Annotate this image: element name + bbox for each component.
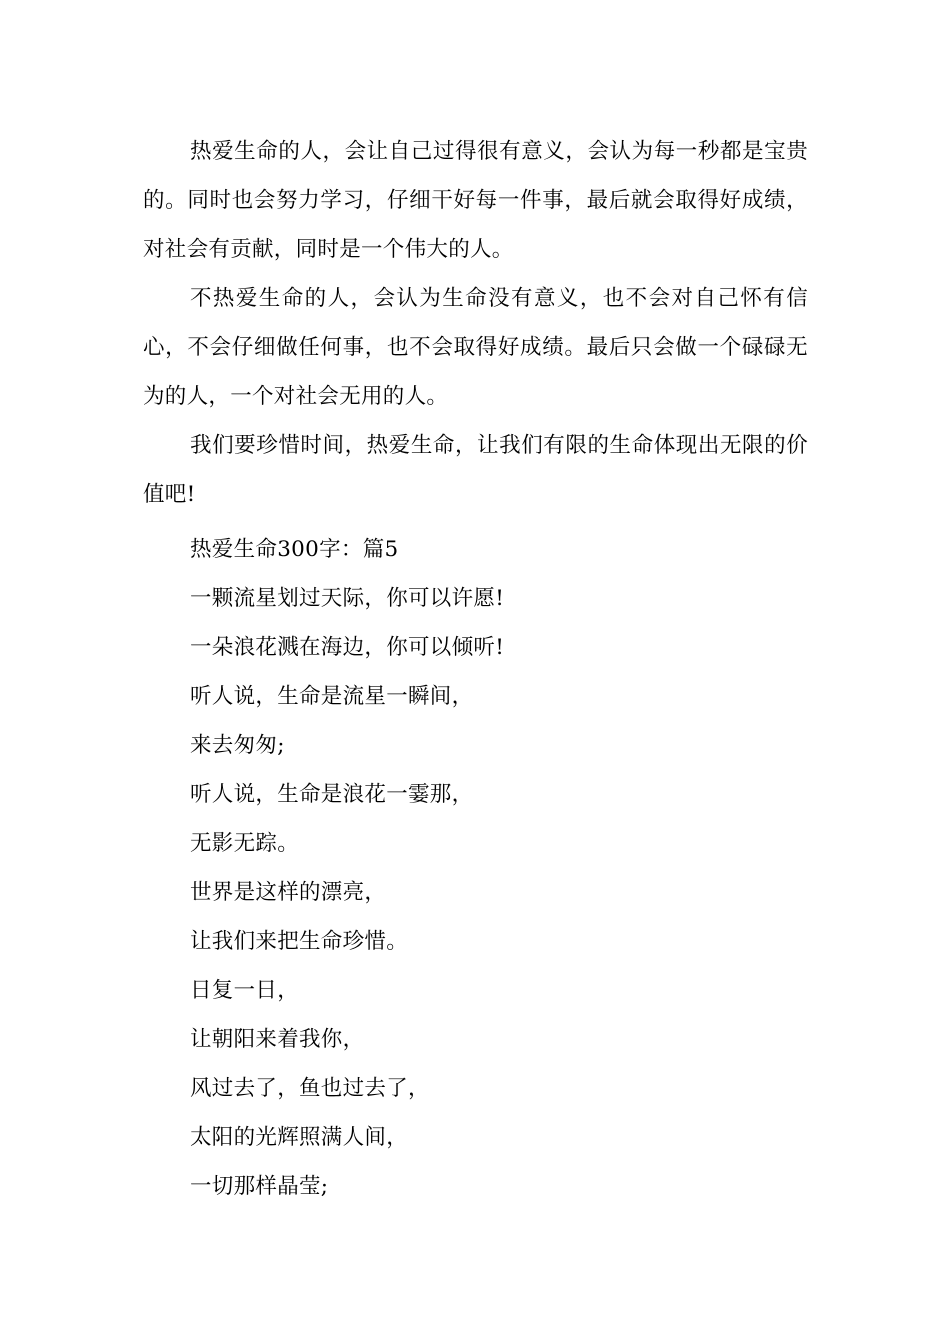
- poem-line: 世界是这样的漂亮，: [190, 880, 387, 905]
- poem-line: 听人说，生命是浪花一霎那，: [190, 782, 474, 807]
- poem-line: 一切那样晶莹;: [190, 1174, 329, 1199]
- section-title: 热爱生命300字：篇5: [190, 537, 399, 562]
- poem-line: 一朵浪花溅在海边，你可以倾听!: [190, 635, 505, 660]
- poem-line: 听人说，生命是流星一瞬间，: [190, 684, 474, 709]
- poem-line: 日复一日，: [190, 978, 300, 1003]
- poem-line: 太阳的光辉照满人间，: [190, 1125, 409, 1150]
- paragraph-3: 我们要珍惜时间，热爱生命，让我们有限的生命体现出无限的价值吧!: [143, 433, 808, 507]
- poem-line: 来去匆匆;: [190, 733, 285, 758]
- poem-line: 一颗流星划过天际，你可以许愿!: [190, 586, 505, 611]
- poem-line: 风过去了，鱼也过去了，: [190, 1076, 430, 1101]
- poem-line: 让我们来把生命珍惜。: [190, 929, 409, 954]
- paragraph-1: 热爱生命的人，会让自己过得很有意义，会认为每一秒都是宝贵的。同时也会努力学习，仔细干好每一件事，最后就会取得好成绩，对社会有贡献，同时是一个伟大的人。: [143, 139, 808, 262]
- poem-line: 无影无踪。: [190, 831, 300, 856]
- poem-line: 让朝阳来着我你，: [190, 1027, 365, 1052]
- paragraph-2: 不热爱生命的人，会认为生命没有意义，也不会对自己怀有信心，不会仔细做任何事，也不会取得好成绩。最后只会做一个碌碌无为的人，一个对社会无用的人。: [143, 286, 808, 409]
